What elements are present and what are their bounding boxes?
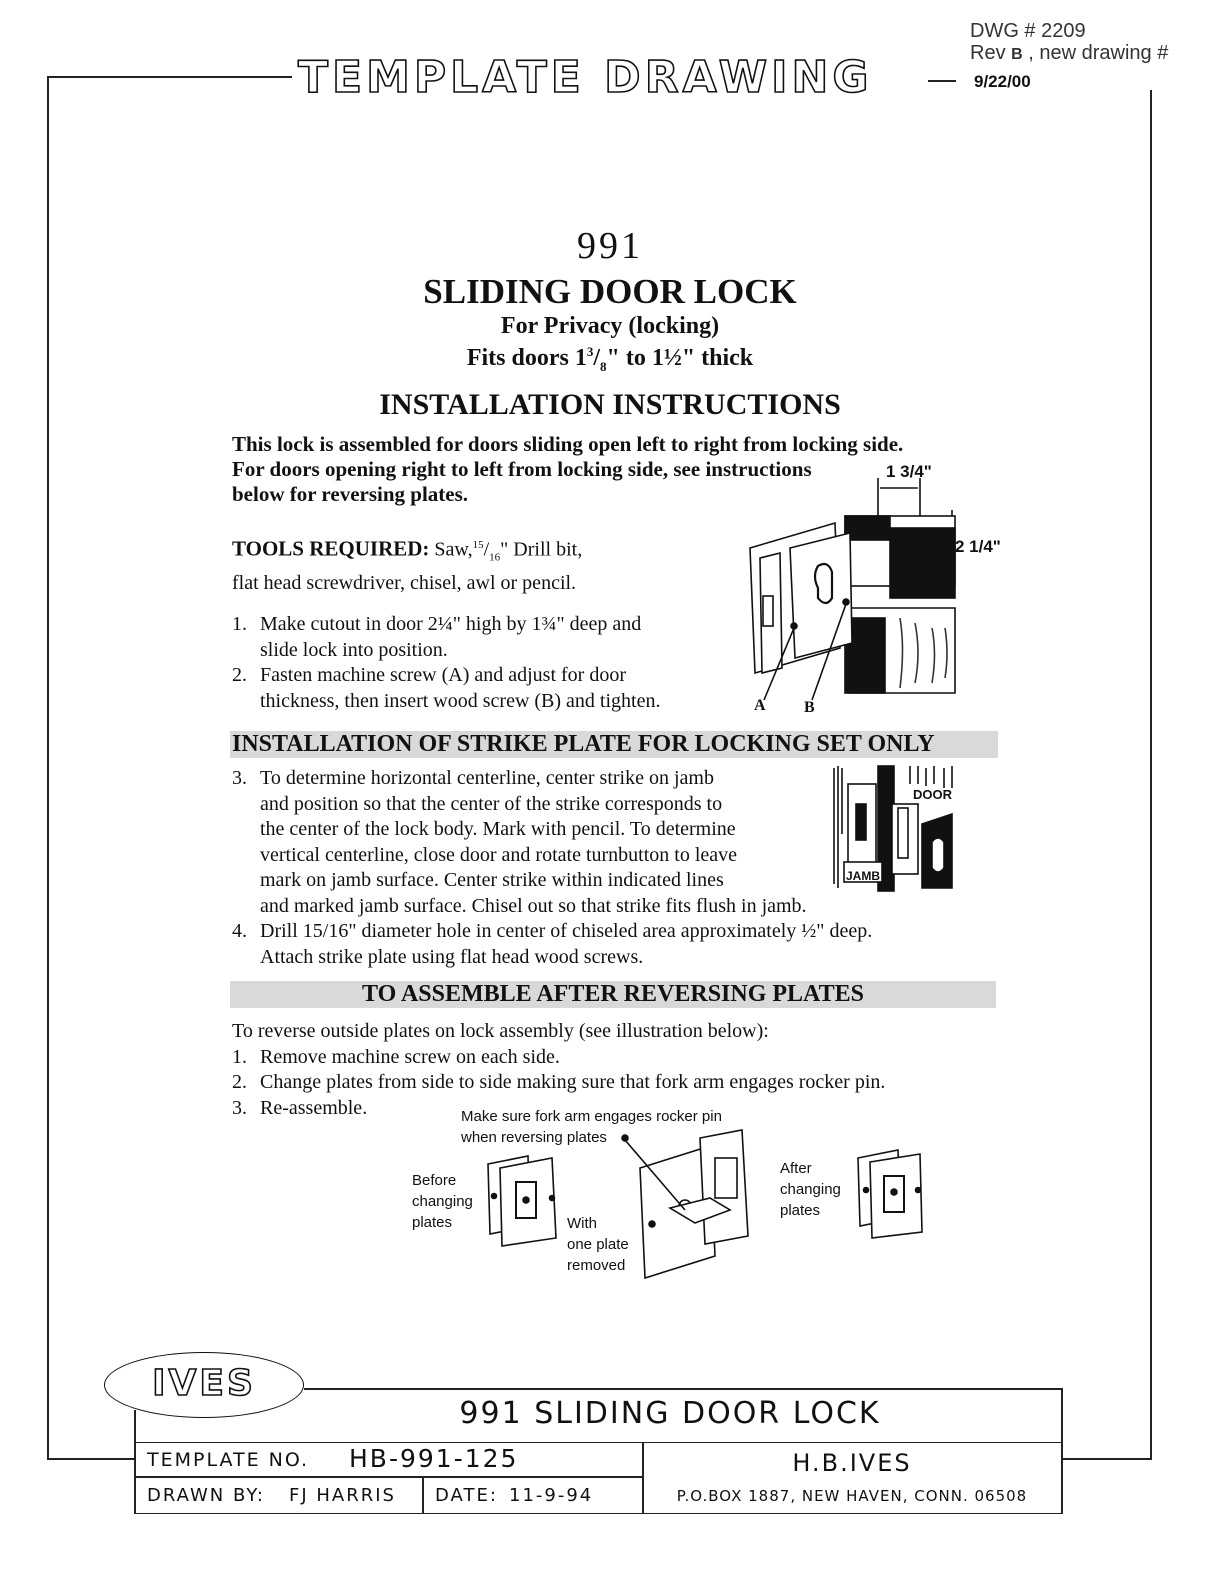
revision-suffix: , new drawing # [1028, 42, 1169, 64]
step-line: vertical centerline, close door and rotate turnbutton to leave [260, 843, 738, 866]
step-line: Make cutout in door 2¼" high by 1¾" deep and [260, 613, 642, 635]
caption-line: Before [412, 1172, 457, 1189]
product-fits: Fits doors $1^3/_8$" to 1½" thick [466, 344, 754, 374]
caption-line: changing [412, 1193, 473, 1210]
fits-rest: " to 1½" thick [606, 345, 754, 371]
revision-date: 9/22/00 [974, 72, 1031, 91]
drawing-number: DWG # 2209 [970, 20, 1086, 42]
list-item [232, 919, 872, 970]
label-jamb: JAMB [846, 869, 881, 883]
fits-prefix: Fits doors 1 [466, 345, 587, 371]
dimension-height: 2 1/4" [955, 537, 1001, 556]
list-item [232, 612, 660, 663]
caption-line: removed [567, 1257, 626, 1274]
list-item [232, 766, 872, 919]
caption-line: With [567, 1215, 597, 1232]
step-line: the center of the lock body. Mark with pencil. To determine [260, 818, 736, 840]
template-no-cell [134, 1442, 644, 1478]
lock-install-illustration [740, 478, 970, 718]
drawn-label: DRAWN BY: [147, 1485, 265, 1506]
list-item [232, 1070, 885, 1096]
step-line: Remove machine screw on each side. [260, 1045, 560, 1068]
step-number: 3. [232, 767, 247, 789]
strike-step-3 [232, 766, 872, 970]
reverse-intro: To reverse outside plates on lock assembly (see illustration below): [232, 1020, 769, 1042]
step-line: mark on jamb surface. Center strike within indicated lines [260, 869, 724, 891]
label-a: A [754, 697, 766, 714]
caption-line: changing [780, 1181, 841, 1198]
caption-line: plates [412, 1214, 453, 1231]
label-b: B [804, 699, 815, 716]
intro-line-1: This lock is assembled for doors sliding open left to right from locking side. [232, 432, 904, 456]
title-block-title: 991 SLIDING DOOR LOCK [459, 1396, 881, 1431]
tools-text-1a: Saw, [434, 538, 473, 561]
fits-frac-den: 8 [600, 358, 607, 374]
template-number: HB-991-125 [349, 1444, 519, 1473]
product-subtitle: For Privacy (locking) [500, 313, 720, 339]
tools-text-2: flat head screwdriver, chisel, awl or pencil. [232, 572, 577, 595]
company-cell [642, 1442, 1063, 1514]
dimension-depth: 1 3/4" [886, 462, 932, 481]
callout-line-1: Make sure fork arm engages rocker pin [461, 1108, 722, 1125]
before-label [412, 1170, 473, 1233]
step-line: To determine horizontal centerline, center strike on jamb [260, 767, 714, 789]
step-number: 2. [232, 1071, 247, 1093]
step-line: Fasten machine screw (A) and adjust for door [260, 664, 626, 686]
step-line: slide lock into position. [260, 638, 448, 661]
page-title: TEMPLATE DRAWING [298, 52, 873, 103]
step-line: and position so that the center of the strike corresponds to [260, 792, 723, 815]
drawn-by-name: FJ HARRIS [289, 1485, 396, 1506]
step-line: Attach strike plate using flat head wood screws. [260, 945, 644, 968]
tools-text-1b: " Drill bit, [500, 538, 583, 561]
revision-line [970, 42, 1168, 65]
logo-wordmark: IVES [152, 1363, 256, 1404]
list-item [232, 1045, 885, 1071]
label-door: DOOR [913, 787, 952, 802]
strike-plate-banner: INSTALLATION OF STRIKE PLATE FOR LOCKING SET ONLY [230, 731, 998, 758]
company-address: P.O.BOX 1887, NEW HAVEN, CONN. 06508 [676, 1487, 1028, 1505]
tools-required: TOOLS REQUIRED: $Saw,^{15}/_{16}$" Drill bit, flat head screwdriver, chisel, awl or pencil. [232, 533, 582, 597]
installation-heading: INSTALLATION INSTRUCTIONS [379, 388, 841, 421]
step-line: and marked jamb surface. Chisel out so that strike fits flush in jamb. [260, 894, 807, 917]
step-line: thickness, then insert wood screw (B) and tighten. [260, 689, 661, 712]
caption-line: After [780, 1160, 812, 1177]
step-number: 1. [232, 1045, 247, 1068]
after-lock-icon [858, 1150, 922, 1238]
reversing-plates-illustration [480, 1128, 930, 1283]
date-cell [422, 1476, 644, 1514]
list-item [232, 663, 660, 714]
step-line: Re-assemble. [260, 1096, 368, 1119]
frame-bottom-right [1062, 1458, 1152, 1460]
install-steps [232, 612, 660, 714]
turn-button [815, 564, 832, 603]
fits-frac-num: 3 [586, 344, 594, 359]
frame-top-left [47, 76, 292, 78]
revision-letter: B [1011, 46, 1023, 63]
ives-logo [104, 1352, 304, 1418]
template-label: TEMPLATE NO. [147, 1449, 310, 1471]
step-line: Drill 15/16" diameter hole in center of chiseled area approximately ½" deep. [260, 920, 873, 942]
intro-line-2: For doors opening right to left from locking side, see instructions [232, 457, 812, 481]
tools-label: TOOLS REQUIRED: [232, 536, 430, 561]
date-label: DATE: [435, 1485, 498, 1506]
caption-line: one plate [567, 1236, 629, 1253]
revision-prefix: Rev [970, 42, 1006, 64]
product-number: 991 [577, 225, 643, 267]
drawn-by-cell [134, 1476, 424, 1514]
partial-lock-icon [622, 1130, 748, 1278]
before-lock-icon [488, 1156, 556, 1246]
title-block-top-line [304, 1388, 1062, 1390]
step-number: 2. [232, 664, 247, 686]
company-name: H.B.IVES [792, 1449, 912, 1477]
reverse-plates-banner: TO ASSEMBLE AFTER REVERSING PLATES [230, 981, 996, 1008]
product-name: SLIDING DOOR LOCK [423, 272, 797, 311]
frame-top-right [928, 80, 956, 82]
step-line: Change plates from side to side making sure that fork arm engages rocker pin. [260, 1071, 886, 1093]
step-number: 1. [232, 613, 247, 635]
intro-line-3: below for reversing plates. [232, 482, 469, 506]
step-number: 3. [232, 1096, 247, 1119]
step-number: 4. [232, 920, 247, 942]
drawing-date: 11-9-94 [509, 1485, 594, 1506]
frame-bottom-left [47, 1458, 135, 1460]
caption-line: plates [780, 1202, 821, 1219]
callout-line-2: when reversing plates [461, 1129, 607, 1146]
